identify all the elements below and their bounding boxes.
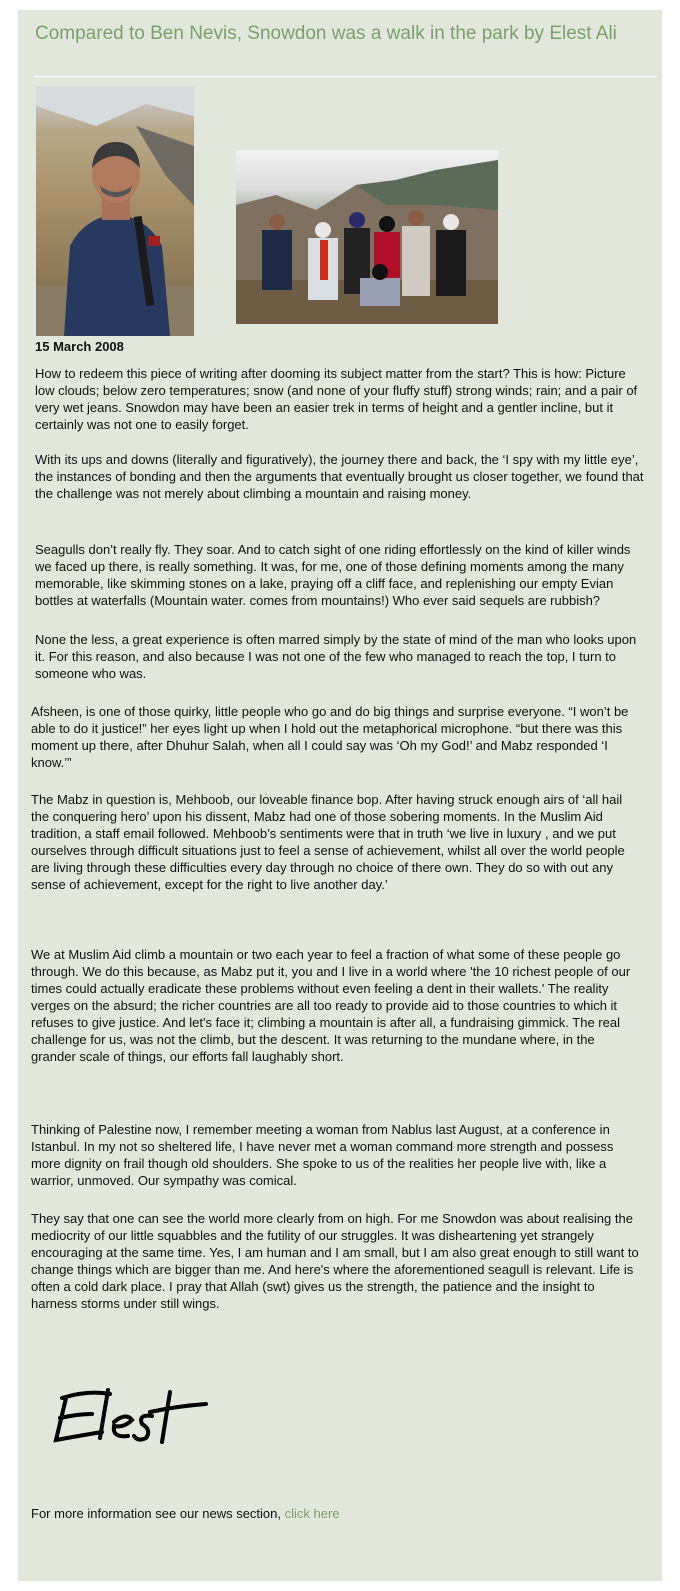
- paragraph-9: They say that one can see the world more clearly from on high. For me Snowdon was about realising the mediocrity of our little squabbles and the futility of our struggles. It was disheartening yet strangely encouraging at the same time. Yes, I am human and I am small, but I am also great enough to still want to change things which are bigger than me. And here's where the aforementioned seagull is relevant. Life is often a cold dark place. I pray that Allah (swt) gives us the strength, the patience and the insight to harness storms under still wings.: [31, 1211, 639, 1311]
- paragraph-4: None the less, a great experience is often marred simply by the state of mind of the man who looks upon it. For this reason, and also because I was not one of the few who managed to reach the top, I turn to someone who was.: [35, 632, 637, 681]
- group-photo: [236, 150, 498, 324]
- paragraph-3: Seagulls don’t really fly. They soar. And to catch sight of one riding effortlessly on the kind of killer winds we faced up there, is really something. It was, for me, one of those defining moments among the many memorable, like skimming stones on a lake, praying off a cliff face, and replenishing our empty Evian bottles at waterfalls (Mountain water. comes from mountains!) Who ever said sequels are rubbish?: [35, 542, 631, 608]
- paragraph-6: The Mabz in question is, Mehboob, our loveable finance bop. After having struck enough airs of ‘all hail the conquering hero’ upon his dissent, Mabz had one of those sobering moments. In the Muslim Aid tradition, a staff email followed. Mehboob’s sentiments were that in truth ‘we live in luxury , and we put ourselves through difficult situations just to feel a sense of achievement, whilst all over the world people are living through these difficulties every day through no choice of there own. They do so with out any sense of achievement, except for the right to live another day.’: [31, 792, 625, 892]
- click-here-link[interactable]: click here: [284, 1506, 340, 1521]
- author-portrait-photo: [36, 86, 194, 336]
- paragraph-2: With its ups and downs (literally and figuratively), the journey there and back, the ‘I spy with my little eye’, the instances of bonding and then the arguments that eventually brought us closer together, we found that the challenge was not merely about climbing a mountain and raising money.: [35, 452, 644, 501]
- paragraph-7: We at Muslim Aid climb a mountain or two each year to feel a fraction of what some of these people go through. We do this because, as Mabz put it, you and I live in a world where 'the 10 richest people of our times could actually eradicate these problems without even feeling a dent in their wallets.' The reality verges on the absurd; the richer countries are all too ready to provide aid to those countries to which it refuses to give justice. And let's face it; climbing a mountain is after all, a fundraising gimmick. The real challenge for us, was not the climb, but the descent. It was returning to the mundane where, in the grander scale of things, our efforts fall laughably short.: [31, 947, 631, 1064]
- title-divider: [35, 76, 657, 77]
- footer-text: For more information see our news section,: [31, 1506, 281, 1521]
- paragraph-1: How to redeem this piece of writing after dooming its subject matter from the start? This is how: Picture low clouds; below zero temperatures; snow (and none of your fluffy stuff) strong winds; rain; and a pair of very wet jeans. Snowdon may have been an easier trek in terms of height and a gentler incline, but it certainly was not one to easily forget.: [35, 366, 638, 432]
- paragraph-5: Afsheen, is one of those quirky, little people who go and do big things and surprise everyone. “I won’t be able to do it justice!” her eyes light up when I hold out the metaphorical microphone. “but there was this moment up there, after Dhuhur Salah, when all I could say was ‘Oh my God!’ and Mabz responded ‘I know.’”: [31, 704, 629, 770]
- article-date: 15 March 2008: [35, 339, 124, 354]
- paragraph-8: Thinking of Palestine now, I remember meeting a woman from Nablus last August, at a conference in Istanbul. In my not so sheltered life, I have never met a woman command more strength and possess more dignity on frail though old shoulders. She spoke to us of the realities her people live with, like a warrior, unmoved. Our sympathy was comical.: [31, 1122, 614, 1188]
- article-title: Compared to Ben Nevis, Snowdon was a walk in the park by Elest Ali: [35, 23, 617, 44]
- article-panel: [18, 10, 662, 1581]
- footer-note: [31, 1506, 340, 1521]
- signature-image: [48, 1382, 208, 1459]
